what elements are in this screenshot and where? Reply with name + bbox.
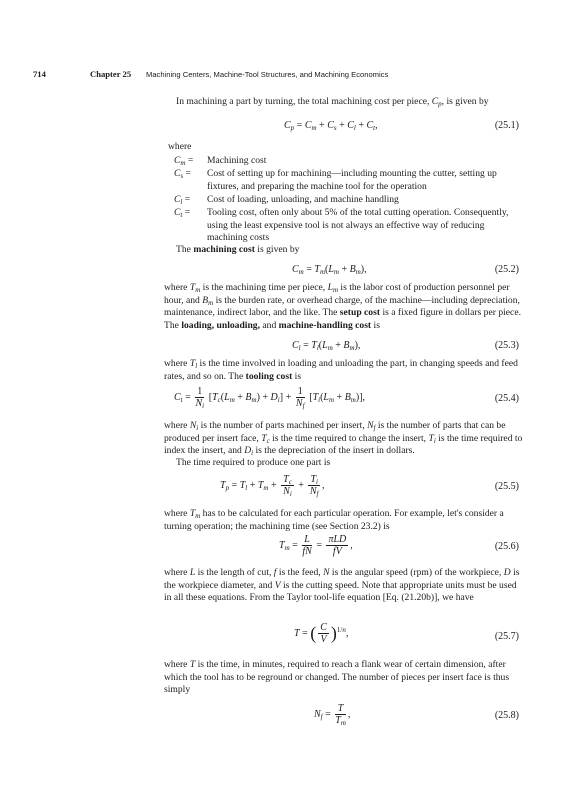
equation-25-3: $C_l = T_l(L_m + B_m)$, (25.3)	[292, 340, 519, 352]
paragraph-after-25-4: where $N_i$ is the number of parts machined per insert, $N_f$ is the number of parts that can be produced per insert face, $T_c$ is the time required to change the insert, $T_i$ is the time required to index the insert, and $D_i$ is the depreciation of the insert in dollars.	[164, 420, 523, 458]
equation-number: (25.6)	[494, 541, 519, 552]
paragraph-after-25-7: where T is the time, in minutes, required to reach a flank wear of certain dimension, after which the tool has to be reground or changed. The number of pieces per insert face is thus simply	[164, 659, 510, 696]
page-number: 714	[33, 69, 46, 79]
equation-25-4: $C_t$ = $\frac{1}{N_i}$ $[T_c(L_m + B_m) + D_i]$ + $\frac{1}{N_f}$ $[T_i(L_m + B_m)]$, (25.4)	[174, 386, 519, 410]
equation-number: (25.7)	[494, 631, 519, 642]
equation-number: (25.4)	[494, 393, 519, 404]
definition-text: Cost of loading, unloading, and machine handling	[207, 194, 399, 205]
equation-number: (25.3)	[494, 340, 519, 351]
where-label: where	[168, 141, 192, 152]
time-required-text: The time required to produce one part is	[176, 457, 331, 468]
equation-25-5: $T_p = T_l + T_m$ + $\frac{T_c}{N_i}$ + $\frac{T_i}{N_f}$ , (25.5)	[220, 474, 519, 498]
definition-ct: $C_t$ = Tooling cost, often only about 5% of the total cutting operation. Consequently, using the least expensive tool is not always an effective way of reducing machining costs	[174, 207, 524, 245]
paragraph-after-25-2: where $T_m$ is the machining time per piece, $L_m$ is the labor cost of production personnel per hour, and $B_m$ is the burden rate, or overhead charge, of the machine—including depreciation, maintenance, indirect labor, and the like. The setup cost is a fixed figure in dollars per piece. The loading, unloading, and machine-handling cost is	[164, 282, 521, 331]
running-header	[33, 69, 389, 79]
equation-25-6: $T_m$ = $\frac{L}{fN}$ = $\frac{\text{πLD}}{fV}$ , (25.6)	[279, 534, 519, 557]
definition-text: Cost of setting up for machining—including mounting the cutter, setting up fixtures, and preparing the machine tool for the operation	[207, 168, 497, 192]
paragraph-after-25-5: where $T_m$ has to be calculated for each particular operation. For example, let's consider a turning operation; the machining time (see Section 23.2) is	[164, 508, 504, 532]
equation-25-7: T = ( $\frac{C}{V}$ )$^{1/n}$, (25.7)	[294, 622, 519, 645]
equation-number: (25.8)	[494, 710, 519, 721]
paragraph-after-25-3: where $T_l$ is the time involved in loading and unloading the part, in changing speeds and feed rates, and so on. The tooling cost is	[164, 358, 518, 382]
definition-cm: $C_m$ = Machining cost	[174, 155, 524, 168]
definition-text: Tooling cost, often only about 5% of the total cutting operation. Consequently, using the least expensive tool is not always an effective way of reducing machining costs	[207, 207, 509, 244]
equation-number: (25.2)	[494, 264, 519, 275]
intro-paragraph: In machining a part by turning, the total machining cost per piece, $C_p$, is given by	[176, 96, 489, 108]
equation-25-8: $N_f$ = $\frac{T}{T_m}$ , (25.8)	[314, 703, 519, 727]
chapter-title: Machining Centers, Machine-Tool Structures, and Machining Economics	[146, 70, 389, 79]
definition-text: Machining cost	[207, 155, 267, 166]
equation-number: (25.5)	[494, 481, 519, 492]
paragraph-after-25-6: where L is the length of cut, f is the feed, N is the angular speed (rpm) of the workpiece, D is the workpiece diameter, and V is the cutting speed. Note that appropriate units must be used in all these equations. From the Taylor tool-life equation [Eq. (21.20b)], we have	[164, 567, 520, 604]
definition-cs: $C_s$ = Cost of setting up for machining—including mounting the cutter, setting up fixtures, and preparing the machine tool for the operation	[174, 168, 524, 193]
equation-number: (25.1)	[494, 120, 519, 131]
chapter-label: Chapter 25	[90, 69, 132, 79]
equation-25-1: $C_p = C_m + C_s + C_l + C_t$, (25.1)	[284, 120, 519, 132]
equation-25-2: $C_m = T_m(L_m + B_m)$, (25.2)	[292, 264, 519, 276]
machining-cost-text: The machining cost is given by	[176, 244, 300, 255]
definition-cl: $C_l$ = Cost of loading, unloading, and machine handling	[174, 194, 524, 207]
